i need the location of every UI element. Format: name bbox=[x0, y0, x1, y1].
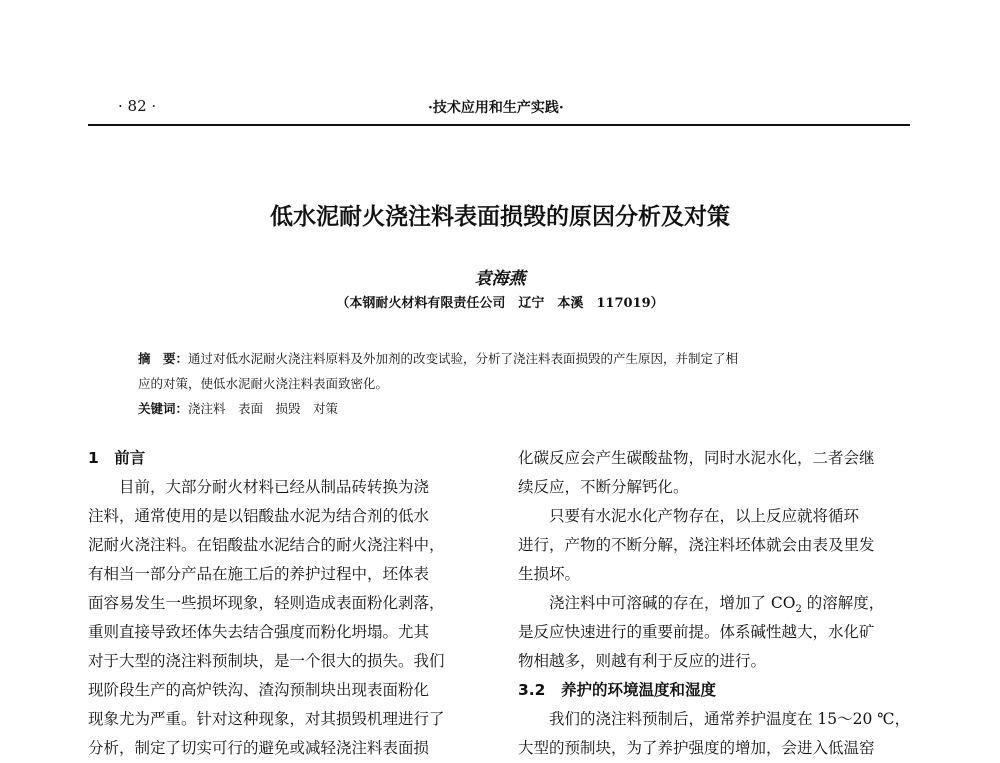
body-line: 大型的预制块，为了养护强度的增加，会进入低温窑 bbox=[518, 739, 875, 757]
abstract-label: 摘 要： bbox=[138, 351, 189, 366]
co2-tail: 的溶解度， bbox=[801, 594, 885, 612]
body-line: 是反应快速进行的重要前提。体系碱性越大，水化矿 bbox=[518, 623, 875, 641]
body-line: 目前，大部分耐火材料已经从制品砖转换为浇 bbox=[119, 478, 430, 496]
section-heading-3-2: 3.2 养护的环境温度和湿度 bbox=[518, 681, 716, 699]
abstract-text-1: 通过对低水泥耐火浇注料原料及外加剂的改变试验，分析了浇注料表面损毁的产生原因，并制定了相 bbox=[188, 351, 739, 366]
abstract-line-1 bbox=[138, 349, 738, 367]
body-line: 我们的浇注料预制后，通常养护温度在 15～20 ℃， bbox=[549, 710, 911, 728]
body-line: 分析，制定了切实可行的避免或减轻浇注料表面损 bbox=[88, 739, 430, 757]
keywords-line bbox=[138, 399, 338, 417]
body-line: 进行，产物的不断分解，浇注料坯体就会由表及里发 bbox=[518, 536, 875, 554]
right-column bbox=[518, 444, 913, 763]
body-line: 现象尤为严重。针对这种现象，对其损毁机理进行了 bbox=[88, 710, 445, 728]
body-line: 只要有水泥水化产物存在，以上反应就将循环 bbox=[549, 507, 860, 525]
body-line: 面容易发生一些损坏现象，轻则造成表面粉化剥落， bbox=[88, 594, 445, 612]
page-number: · 82 · bbox=[118, 97, 157, 115]
body-line: 重则直接导致坯体失去结合强度而粉化坍塌。尤其 bbox=[88, 623, 430, 641]
co2-text: 浇注料中可溶碱的存在，增加了 CO bbox=[549, 594, 796, 612]
body-line: 注料，通常使用的是以铝酸盐水泥为结合剂的低水 bbox=[88, 507, 430, 525]
keywords-label: 关键词： bbox=[138, 401, 189, 416]
affiliation: （本钢耐火材料有限责任公司 辽宁 本溪 117019） bbox=[336, 296, 664, 311]
body-line: 物相越多，则越有利于反应的进行。 bbox=[518, 652, 767, 670]
abstract-line-2: 应的对策，使低水泥耐火浇注料表面致密化。 bbox=[138, 376, 389, 391]
body-line: 泥耐火浇注料。在铝酸盐水泥结合的耐火浇注料中， bbox=[88, 536, 445, 554]
body-line: 续反应，不断分解钙化。 bbox=[518, 478, 689, 496]
author: 袁海燕 bbox=[474, 269, 526, 289]
body-line: 有相当一部分产品在施工后的养护过程中，坯体表 bbox=[88, 565, 430, 583]
body-line: 生损坏。 bbox=[518, 565, 581, 583]
body-line: 对于大型的浇注料预制块，是一个很大的损失。我们 bbox=[88, 652, 445, 670]
running-header: ·技术应用和生产实践· bbox=[428, 100, 564, 116]
body-line: 化碳反应会产生碳酸盐物，同时水泥水化，二者会继 bbox=[518, 449, 875, 467]
header-rule bbox=[88, 124, 910, 126]
section-heading-intro: 1 前言 bbox=[88, 449, 146, 467]
article-title: 低水泥耐火浇注料表面损毁的原因分析及对策 bbox=[270, 204, 730, 230]
body-line: 现阶段生产的高炉铁沟、渣沟预制块出现表面粉化 bbox=[88, 681, 430, 699]
body-line-co2 bbox=[518, 589, 913, 618]
keywords-text: 浇注料 表面 损毁 对策 bbox=[188, 401, 339, 416]
left-column bbox=[88, 444, 480, 763]
co2-subscript: 2 bbox=[795, 604, 802, 616]
